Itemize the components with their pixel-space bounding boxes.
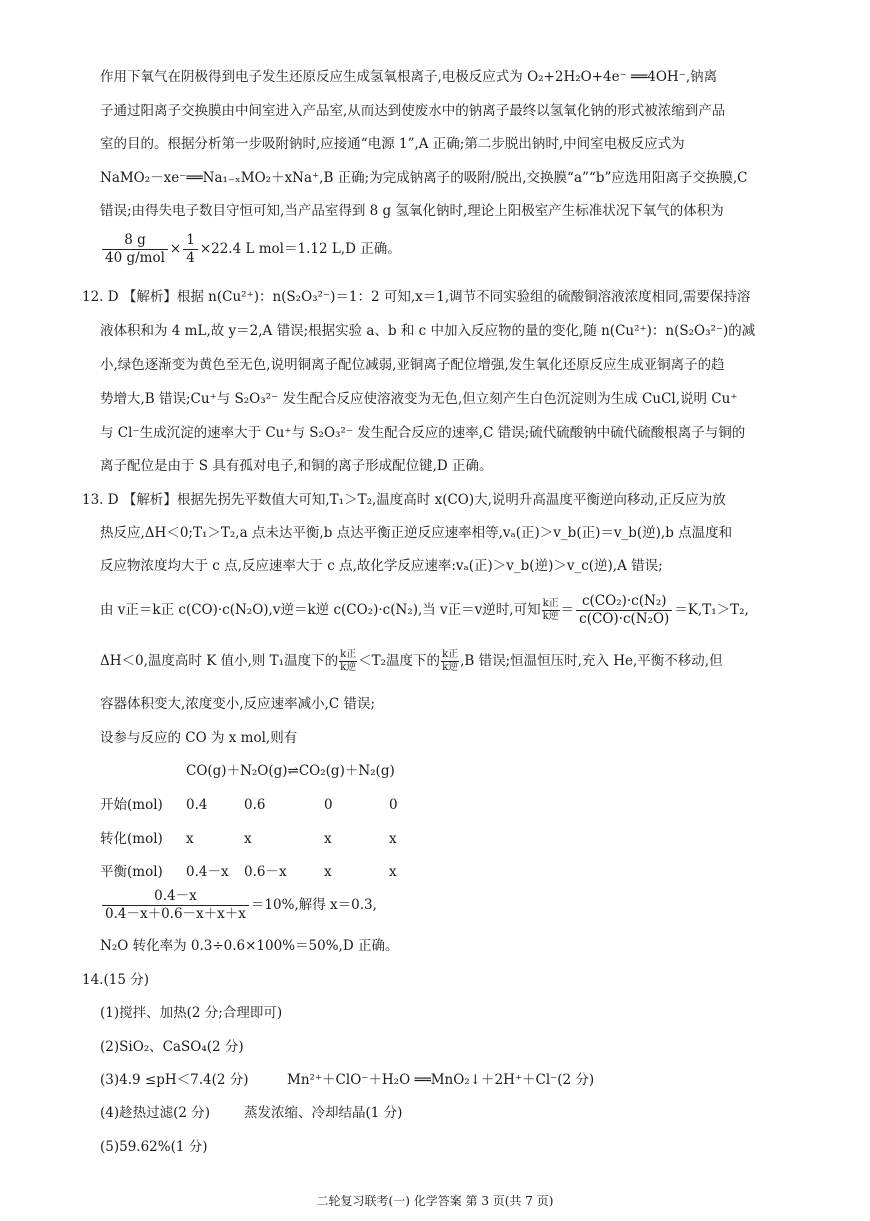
table-cell: 0.6－x bbox=[244, 864, 287, 880]
table-row-label: 平衡(mol) bbox=[100, 864, 163, 880]
q12-line: 离子配位是由于 S 具有孤对电子,和铜的离子形成配位键,D 正确。 bbox=[100, 458, 493, 474]
q12-line: 液体积和为 4 mL,故 y＝2,A 错误;根据实验 a、b 和 c 中加入反应物的量的变化,随 n(Cu²⁺)：n(S₂O₃²⁻)的减 bbox=[100, 323, 756, 339]
volume-calculation: $\frac{8 g}{\text{40 g/mol}}$ × $\frac{1}{4}$ ×22.4 L mol＝1.12 L,D 正确。 bbox=[100, 230, 401, 268]
table-cell: x bbox=[324, 831, 332, 847]
q14-heading: 14.(15 分) bbox=[82, 972, 149, 988]
q13-line: 容器体积变大,浓度变小,反应速率减小,C 错误; bbox=[100, 696, 376, 712]
q12-line: 势增大,B 错误;Cu⁺与 S₂O₃²⁻ 发生配合反应使溶液变为无色,但立刻产生白色沉淀则为生成 CuCl,说明 Cu⁺ bbox=[100, 391, 738, 407]
table-cell: x bbox=[389, 864, 397, 880]
q14-answer: Mn²⁺＋ClO⁻＋H₂O ══MnO₂↓＋2H⁺＋Cl⁻(2 分) bbox=[287, 1072, 595, 1088]
ratio-line: $\frac{0.4-x}{0.4-x+0.6-x+x+x}$ ＝10%,解得 x＝0.3, bbox=[100, 886, 377, 924]
k-ratio: $\frac{\text{k正}}{\text{k逆}}$ bbox=[340, 649, 357, 673]
text-line: 室的目的。根据分析第一步吸附钠时,应接通“电源 1”,A 正确;第二步脱出钠时,中间室电极反应式为 bbox=[100, 136, 685, 152]
q14-answer: 蒸发浓缩、冷却结晶(1 分) bbox=[244, 1105, 403, 1121]
conversion-line: N₂O 转化率为 0.3÷0.6×100%＝50%,D 正确。 bbox=[100, 938, 399, 954]
table-row-label: 开始(mol) bbox=[100, 797, 163, 813]
q12-line: 小,绿色逐渐变为黄色至无色,说明铜离子配位减弱,亚铜离子配位增强,发生氧化还原反应生成亚铜离子的趋 bbox=[100, 357, 725, 373]
q13-line: 反应物浓度均大于 c 点,反应速率大于 c 点,故化学反应速率:vₐ(正)＞v_b(逆)＞v_c(逆),A 错误; bbox=[100, 558, 663, 574]
q14-answer: (4)趁热过滤(2 分) bbox=[100, 1105, 211, 1121]
q13-line: 热反应,ΔH＜0;T₁＞T₂,a 点未达平衡,b 点达平衡正逆反应速率相等,vₐ(正)＞v_b(正)＝v_b(逆),b 点温度和 bbox=[100, 525, 733, 541]
k-ratio: $\frac{\text{k正}}{\text{k逆}}$ bbox=[442, 649, 459, 673]
text-line: 错误;由得失电子数目守恒可知,当产品室得到 8 g 氢氧化钠时,理论上阳极室产生标准状况下氧气的体积为 bbox=[100, 203, 724, 219]
q13-line: 设参与反应的 CO 为 x mol,则有 bbox=[100, 730, 298, 746]
table-cell: 0.4－x bbox=[186, 864, 229, 880]
q12-line: 12. D 【解析】根据 n(Cu²⁺)：n(S₂O₃²⁻)＝1：2 可知,x＝1,调节不同实验组的硫酸铜溶液浓度相同,需要保持溶 bbox=[82, 289, 751, 305]
k-ratio: $\frac{\text{k正}}{\text{k逆}}$ bbox=[542, 598, 559, 622]
equilibrium-fraction: $\frac{\text{c(CO₂)·c(N₂)}}{\text{c(CO)·c(N₂O)}}$ bbox=[576, 593, 672, 628]
ratio-fraction: $\frac{0.4-x}{0.4-x+0.6-x+x+x}$ bbox=[102, 888, 249, 923]
text-line: 子通过阳离子交换膜由中间室进入产品室,从而达到使废水中的钠离子最终以氢氧化钠的形式被浓缩到产品 bbox=[100, 103, 726, 119]
q14-answer: (3)4.9 ≤pH＜7.4(2 分) bbox=[100, 1072, 249, 1088]
table-cell: 0 bbox=[324, 797, 333, 813]
q14-answer: (1)搅拌、加热(2 分;合理即可) bbox=[100, 1005, 283, 1021]
page-footer: 二轮复习联考(一) 化学答案 第 3 页(共 7 页) bbox=[316, 1194, 554, 1208]
table-cell: 0.4 bbox=[186, 797, 208, 813]
q13-line: 13. D 【解析】根据先拐先平数值大可知,T₁＞T₂,温度高时 x(CO)大,说明升高温度平衡逆向移动,正反应为放 bbox=[82, 492, 726, 508]
table-row-label: 转化(mol) bbox=[100, 831, 163, 847]
text-line: 作用下氧气在阴极得到电子发生还原反应生成氢氧根离子,电极反应式为 O₂+2H₂O+4e⁻ ══4OH⁻,钠离 bbox=[100, 69, 718, 85]
fraction: $\frac{8 g}{\text{40 g/mol}}$ bbox=[102, 232, 168, 267]
table-cell: x bbox=[244, 831, 252, 847]
q14-answer: (5)59.62%(1 分) bbox=[100, 1139, 208, 1155]
q12-line: 与 Cl⁻生成沉淀的速率大于 Cu⁺与 S₂O₃²⁻ 发生配合反应的速率,C 错误;硫代硫酸钠中硫代硫酸根离子与铜的 bbox=[100, 425, 746, 441]
table-cell: x bbox=[186, 831, 194, 847]
reaction-equation: CO(g)＋N₂O(g)⇌CO₂(g)＋N₂(g) bbox=[186, 763, 395, 779]
fraction: $\frac{1}{4}$ bbox=[183, 232, 198, 267]
text-line: NaMO₂－xe⁻══Na₁₋ₓMO₂＋xNa⁺,B 正确;为完成钠离子的吸附/脱出,交换膜“a”“b”应选用阳离子交换膜,C bbox=[100, 170, 748, 186]
table-cell: x bbox=[324, 864, 332, 880]
k-comparison-line: ΔH＜0,温度高时 K 值小,则 T₁温度下的 $\frac{\text{k正}}{\text{k逆}}$ ＜T₂温度下的 $\frac{\text{k正}}{\text{k逆}}$ ,B 错误;恒温恒压时,充入 He,平衡不移动,但 bbox=[100, 649, 723, 673]
table-cell: x bbox=[389, 831, 397, 847]
q14-answer: (2)SiO₂、CaSO₄(2 分) bbox=[100, 1039, 244, 1055]
table-cell: 0 bbox=[389, 797, 398, 813]
table-cell: 0.6 bbox=[244, 797, 266, 813]
rate-constant-line: 由 v正＝k正 c(CO)·c(N₂O),v逆＝k逆 c(CO₂)·c(N₂),当 v正＝v逆时,可知 $\frac{\text{k正}}{\text{k逆}}$ ＝ $\frac{\text{c(CO₂)·c(N₂)}}{\text{c(CO)·c(N₂O)}}$ ＝K,T₁＞T₂, bbox=[100, 593, 749, 627]
